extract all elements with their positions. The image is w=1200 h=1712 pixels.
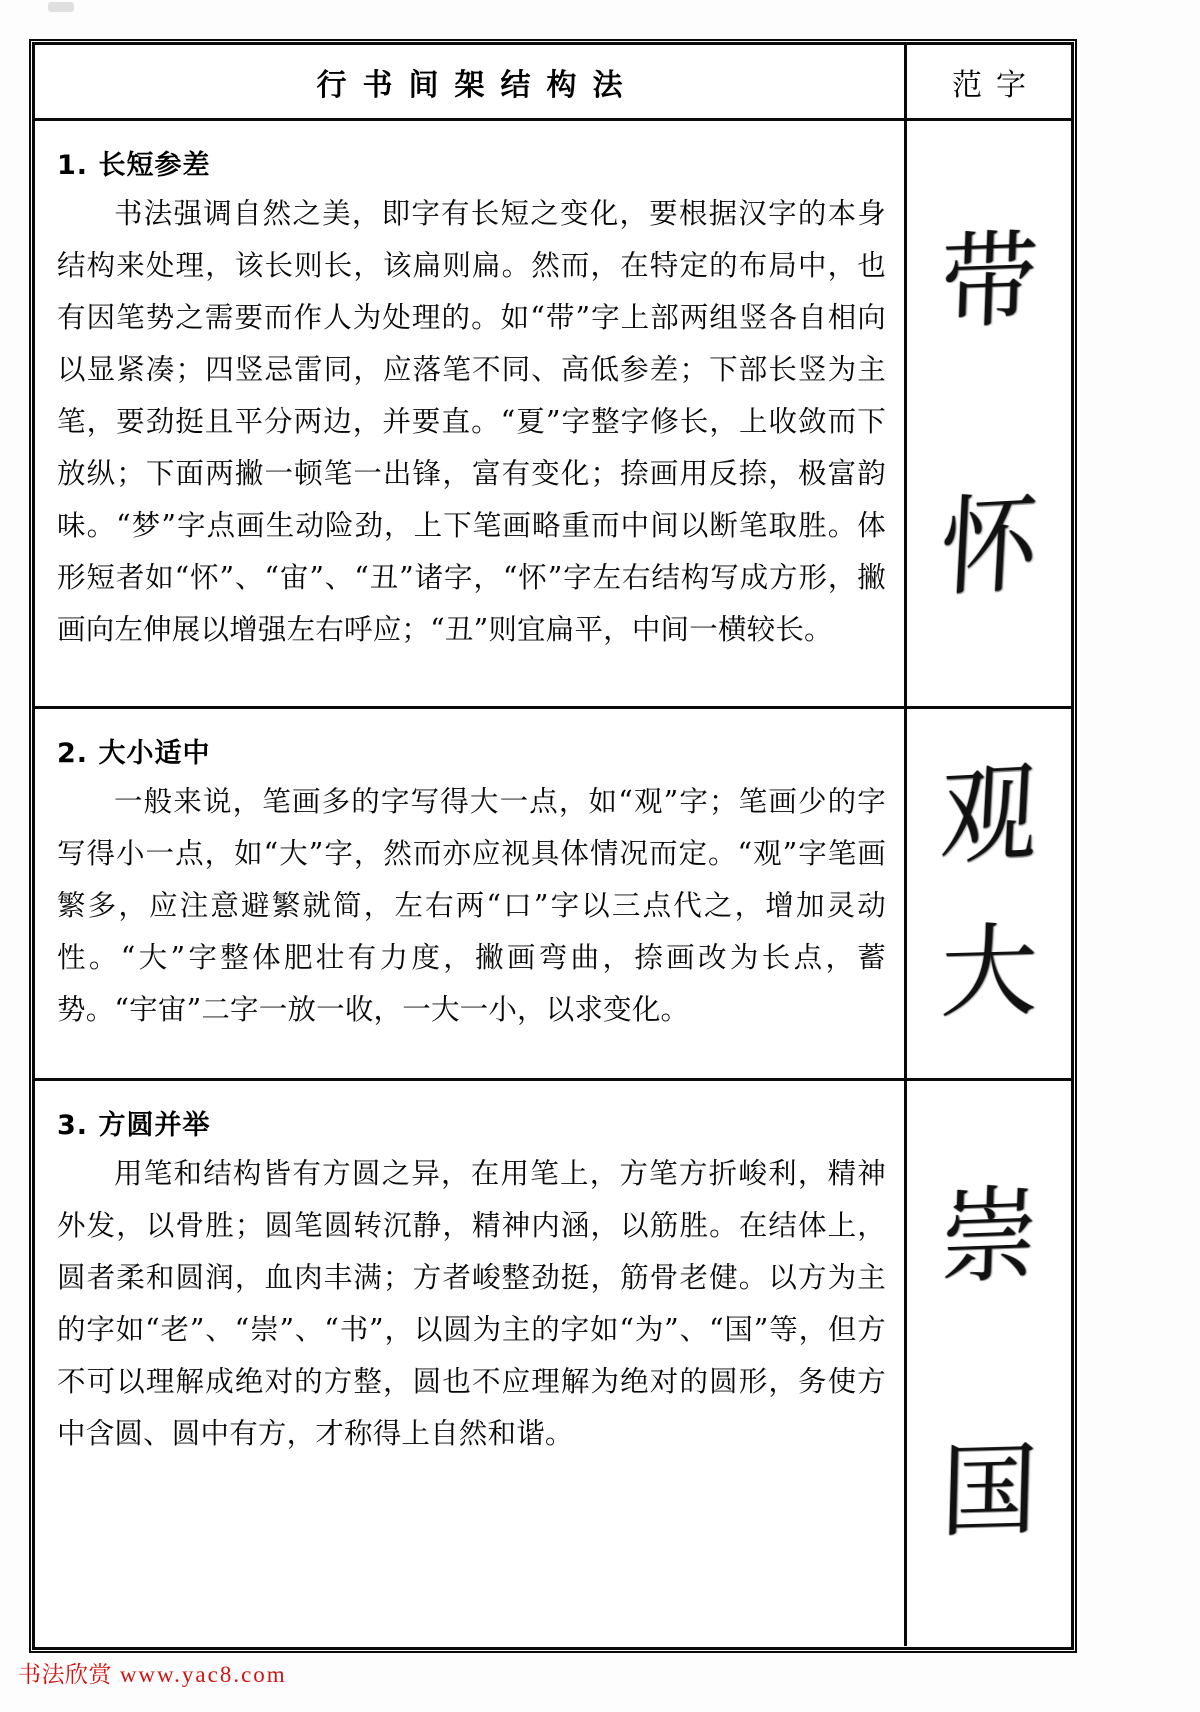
watermark-url: www.yac8.com	[119, 1662, 287, 1687]
header-sample-cell	[907, 45, 1071, 118]
table-row	[35, 1081, 1071, 1646]
sample-stack	[907, 1081, 1071, 1646]
section-1	[35, 121, 904, 706]
header-title-cell	[35, 45, 907, 118]
calligraphy-sample: 国	[939, 1430, 1039, 1551]
section-2-body: 一般来说，笔画多的字写得大一点，如“观”字；笔画少的字写得小一点，如“大”字，然而亦应视具体情况而定。“观”字笔画繁多，应注意避繁就简，左右两“口”字以三点代之，增加灵动性。“大”字整体肥壮有力度，撇画弯曲，捺画改为长点，蓄势。“宇宙”二字一放一收，一大一小，以求变化。	[57, 785, 886, 1026]
section-2-text-cell	[35, 709, 907, 1078]
section-1-body: 书法强调自然之美，即字有长短之变化，要根据汉字的本身结构来处理，该长则长，该扁则扁。然而，在特定的布局中，也有因笔势之需要而作人为处理的。如“带”字上部两组竖各自相向以显紧凑；四竖忌雷同，应落笔不同、高低参差；下部长竖为主笔，要劲挺且平分两边，并要直。“夏”字整字修长，上收敛而下放纵；下面两撇一顿笔一出锋，富有变化；捺画用反捺，极富韵味。“梦”字点画生动险劲，上下笔画略重而中间以断笔取胜。体形短者如“怀”、“宙”、“丑”诸字，“怀”字左右结构写成方形，撇画向左伸展以增强左右呼应；“丑”则宜扁平，中间一横较长。	[57, 197, 886, 646]
calligraphy-sample: 带	[938, 219, 1040, 344]
structure-table	[32, 42, 1074, 1650]
section-1-sample-cell	[907, 121, 1071, 706]
section-2	[35, 709, 904, 1078]
table-row	[35, 121, 1071, 709]
table-header-row	[35, 45, 1071, 121]
section-3-sample-cell	[907, 1081, 1071, 1646]
section-1-text-cell	[35, 121, 907, 706]
watermark-site-name: 书法欣赏	[18, 1662, 112, 1688]
section-2-sample-cell	[907, 709, 1071, 1078]
section-1-title: 1. 长短参差	[57, 150, 211, 181]
section-2-title: 2. 大小适中	[57, 738, 211, 769]
sample-stack	[907, 121, 1071, 706]
sample-column-label: 范字	[952, 67, 1040, 103]
section-3	[35, 1081, 904, 1646]
section-3-title: 3. 方圆并举	[57, 1110, 211, 1141]
scan-artifact	[48, 2, 74, 12]
calligraphy-sample: 崇	[938, 1174, 1040, 1299]
sample-stack	[907, 709, 1071, 1078]
section-3-body: 用笔和结构皆有方圆之异，在用笔上，方笔方折峻利，精神外发，以骨胜；圆笔圆转沉静，精神内涵，以筋胜。在结体上，圆者柔和圆润，血肉丰满；方者峻整劲挺，筋骨老健。以方为主的字如“老”、“崇”、“书”，以圆为主的字如“为”、“国”等，但方不可以理解成绝对的方整，圆也不应理解为绝对的圆形，务使方中含圆、圆中有方，才称得上自然和谐。	[57, 1157, 886, 1450]
calligraphy-sample: 观	[937, 750, 1041, 881]
section-3-text-cell	[35, 1081, 907, 1646]
calligraphy-sample: 怀	[937, 480, 1041, 611]
calligraphy-sample: 大	[939, 911, 1039, 1032]
page-title: 行书间架结构法	[316, 67, 639, 103]
table-body	[35, 45, 1071, 1647]
table-row	[35, 709, 1071, 1081]
watermark	[18, 1656, 287, 1689]
